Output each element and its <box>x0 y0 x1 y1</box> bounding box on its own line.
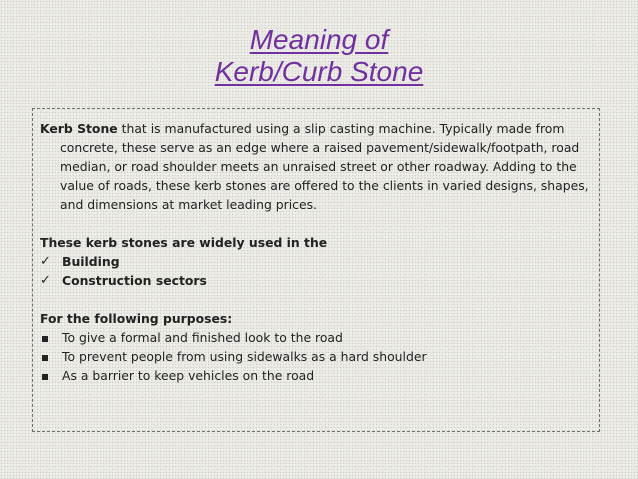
content-box <box>32 108 600 432</box>
check-icon: ✓ <box>40 273 51 288</box>
purpose-item-1: To give a formal and finished look to the road <box>62 330 343 345</box>
slide-title <box>0 24 638 88</box>
title-line-1: Meaning of <box>249 24 389 55</box>
intro-term: Kerb Stone <box>40 121 118 136</box>
list-item <box>40 366 591 385</box>
square-bullet-icon <box>42 336 48 342</box>
list-item <box>40 347 591 366</box>
intro-text: that is manufactured using a slip casting machine. Typically made from concrete, these serve as an edge where a raised pavement/sidewalk/footpath, road median, or road shoulder meets an unraised street or other roadway. Adding to the value of roads, these kerb stones are offered to the clients in varied designs, shapes, and dimensions at market leading prices. <box>60 121 589 212</box>
square-bullet-icon <box>42 374 48 380</box>
intro-paragraph <box>40 119 591 214</box>
purposes-heading: For the following purposes: <box>40 311 233 326</box>
uses-item-construction: Construction sectors <box>62 273 207 288</box>
title-line-2: Kerb/Curb Stone <box>214 56 424 87</box>
list-item <box>40 328 591 347</box>
uses-heading: These kerb stones are widely used in the <box>40 235 328 250</box>
purposes-list <box>40 328 591 385</box>
purpose-item-3: As a barrier to keep vehicles on the road <box>62 368 315 383</box>
check-icon: ✓ <box>40 254 51 269</box>
uses-list <box>40 252 591 290</box>
list-item <box>40 252 591 271</box>
uses-item-building: Building <box>62 254 120 269</box>
list-item <box>40 271 591 290</box>
square-bullet-icon <box>42 355 48 361</box>
purpose-item-2: To prevent people from using sidewalks as a hard shoulder <box>62 349 427 364</box>
